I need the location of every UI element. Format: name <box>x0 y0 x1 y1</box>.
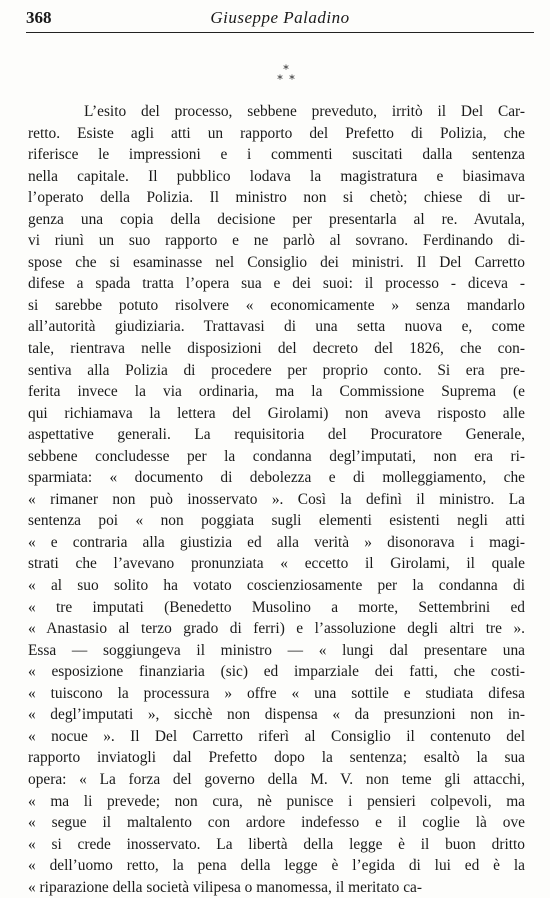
text-line: vi riunì un suo rapporto e ne parlò al sovrano. Ferdinando di- <box>28 232 525 250</box>
text-line: sparmiata: « documento di debolezza e di molleggiamento, che <box>28 469 525 487</box>
text-line: L’esito del processo, sebbene preveduto, irritò il Del Car- <box>84 103 525 120</box>
text-line: si sarebbe potuto risolvere « economicamente » senza mandarlo <box>28 296 525 314</box>
text-line: l’operato della Polizia. Il ministro non si chetò; chiese di ur- <box>28 189 525 207</box>
page-header <box>26 6 534 33</box>
text-line: qui richiamava la lettera del Girolami) non aveva risposto alle <box>28 404 525 422</box>
text-line: opera: « La forza del governo della M. V. non teme gli attacchi, <box>28 770 525 788</box>
text-line: aspettative generali. La requisitoria del Procuratore Generale, <box>28 426 525 444</box>
text-line: « riparazione della società vilipesa o manomessa, il meritato ca- <box>28 878 423 896</box>
text-line: sentiva alla Polizia di procedere per proprio conto. Si era pre- <box>28 361 525 379</box>
text-line: genza una copia della decisione per presentarla al re. Avutala, <box>28 210 525 228</box>
text-line: « rimaner non può inosservato ». Così la definì il ministro. La <box>28 490 525 508</box>
text-line: « degl’imputati », sicchè non dispensa « da presunzioni non in- <box>28 706 525 724</box>
svg-text:*: * <box>277 73 283 86</box>
text-line: « e contraria alla giustizia ed alla verità » disonorava i magi- <box>28 533 525 551</box>
three-asterisk-ornament-icon <box>274 64 298 88</box>
text-line: « segue il maltalento con ardore indefesso e il coglie là ove <box>28 814 525 832</box>
text-line: strati che l’avevano pronunziata « eccetto il Girolami, il quale <box>28 555 525 573</box>
text-line: « al suo solito ha votato coscienziosamente per la condanna di <box>28 577 525 595</box>
text-line: « tre imputati (Benedetto Musolino a morte, Settembrini ed <box>28 598 525 616</box>
text-line: « ma li prevede; non cura, nè punisce i pensieri colpevoli, ma <box>28 792 525 810</box>
text-line: nella capitale. Il pubblico lodava la magistratura e biasimava <box>28 167 525 185</box>
text-line: sentenza poi « non poggiata sugli elementi esistenti negli atti <box>28 512 525 530</box>
text-line: rapporto inviatogli dal Prefetto dopo la sentenza; esaltò la sua <box>28 749 525 767</box>
text-line: ferita invece la via ordinaria, ma la Commissione Suprema (e <box>28 383 525 401</box>
text-line: retto. Esiste agli atti un rapporto del Prefetto di Polizia, che <box>28 124 525 142</box>
text-line: riferisce le impressioni e i commenti suscitati dalla sentenza <box>28 146 525 164</box>
text-line: Essa — soggiungeva il ministro — « lungi dal presentare una <box>28 641 525 659</box>
text-line: difese a spada tratta l’opera sua e dei suoi: il processo - diceva - <box>28 275 525 293</box>
text-line: spose che si esaminasse nel Consiglio dei ministri. Il Del Carretto <box>28 253 525 271</box>
text-line: « dell’uomo retto, la pena della legge è l’egida di lui ed è la <box>28 857 525 875</box>
text-line: « si crede inosservato. La libertà della legge è il buon dritto <box>28 835 525 853</box>
svg-text:*: * <box>283 64 289 76</box>
text-line: « Anastasio al terzo grado di ferri) e l’assoluzione degli altri tre ». <box>28 620 525 638</box>
text-line: « tuiscono la processura » offre « una sottile e studiata difesa <box>28 684 525 702</box>
text-line: tale, rientrava nelle disposizioni del decreto del 1826, che con- <box>28 340 525 358</box>
page-number: 368 <box>26 8 52 27</box>
text-line: all’autorità giudiziaria. Trattavasi di una setta nuova e, come <box>28 318 525 336</box>
text-line: « esposizione finanziaria (sic) ed imparziale dei fatti, che costi- <box>28 663 525 681</box>
running-head: Giuseppe Paladino <box>210 8 350 27</box>
svg-text:*: * <box>289 73 295 86</box>
body-paragraph <box>28 101 525 898</box>
text-line: sebbene concludesse per la condanna degl’imputati, non era ri- <box>28 447 525 465</box>
text-line: « nocue ». Il Del Carretto riferì al Consiglio il contenuto del <box>28 727 525 745</box>
